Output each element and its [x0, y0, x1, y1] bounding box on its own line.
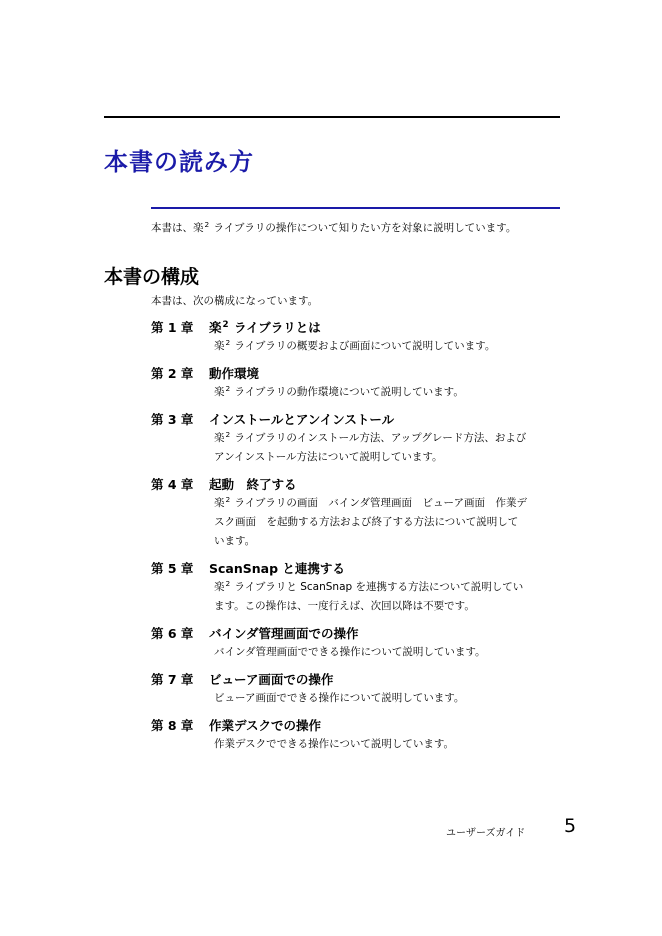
description-line — [214, 448, 563, 467]
chapter-item — [151, 319, 563, 356]
section-intro: 本書は、次の構成になっています。 — [151, 295, 319, 307]
description-line — [214, 494, 563, 513]
chapter-description — [214, 337, 563, 356]
description-text: アンインストール方法について説明しています。 — [214, 451, 443, 463]
chapter-number: 第 2 章 — [151, 366, 194, 381]
chapter-title-suffix: ライブラリとは — [229, 320, 321, 335]
chapter-heading — [151, 560, 563, 578]
description-line — [214, 578, 563, 597]
intro-suffix: ライブラリの操作について知りたい方を対象に説明しています。 — [210, 222, 517, 234]
chapter-title — [209, 411, 394, 429]
chapter-heading — [151, 717, 563, 735]
description-prefix: 楽 — [214, 432, 225, 444]
description-text: スク画面 を起動する方法および終了する方法について説明して — [214, 516, 519, 528]
footer-title: ユーザーズガイド — [446, 828, 526, 839]
chapter-title-text: インストールとアンインストール — [209, 412, 395, 427]
description-superscript: 2 — [225, 383, 231, 393]
chapter-number: 第 6 章 — [151, 626, 194, 641]
chapter-description — [214, 735, 563, 754]
chapter-number: 第 8 章 — [151, 718, 194, 733]
chapter-heading — [151, 365, 563, 383]
description-line — [214, 597, 563, 616]
chapter-title-text: バインダ管理画面での操作 — [209, 626, 359, 641]
chapter-description — [214, 429, 563, 467]
description-prefix: 楽 — [214, 581, 225, 593]
chapter-heading — [151, 476, 563, 494]
description-text: います。 — [214, 535, 256, 547]
chapter-number: 第 7 章 — [151, 672, 194, 687]
chapter-title-prefix: 楽 — [209, 320, 222, 335]
intro-paragraph — [151, 220, 516, 235]
description-superscript: 2 — [225, 337, 231, 347]
chapter-item — [151, 560, 563, 616]
page-number: 5 — [564, 815, 577, 837]
description-suffix: ライブラリの画面 バインダ管理画面 ビューア画面 作業デ — [231, 497, 527, 509]
description-text: ビューア画面でできる操作について説明しています。 — [214, 692, 465, 704]
chapter-title-text: 動作環境 — [209, 366, 260, 381]
chapter-description — [214, 643, 563, 662]
chapter-title-text: ビューア画面での操作 — [209, 672, 334, 687]
description-suffix: ライブラリの概要および画面について説明しています。 — [231, 340, 496, 352]
chapter-title-text: 作業デスクでの操作 — [209, 718, 322, 733]
description-superscript: 2 — [225, 494, 231, 504]
chapter-title — [209, 319, 321, 337]
chapter-description — [214, 578, 563, 616]
description-line — [214, 383, 563, 402]
title-rule — [151, 207, 560, 209]
chapter-title — [209, 560, 345, 578]
description-text: ます。この操作は、一度行えば、次回以降は不要です。 — [214, 600, 475, 612]
chapter-description — [214, 689, 563, 708]
description-prefix: 楽 — [214, 386, 225, 398]
description-text: バインダ管理画面でできる操作について説明しています。 — [214, 646, 486, 658]
description-suffix: ライブラリの動作環境について説明しています。 — [231, 386, 464, 398]
description-line — [214, 513, 563, 532]
chapter-item — [151, 365, 563, 402]
chapter-heading — [151, 319, 563, 337]
top-rule — [104, 116, 560, 118]
chapter-number: 第 1 章 — [151, 320, 194, 335]
chapter-title — [209, 476, 297, 494]
page-title: 本書の読み方 — [104, 148, 254, 176]
description-text: 作業デスクでできる操作について説明しています。 — [214, 738, 455, 750]
description-line — [214, 735, 563, 754]
chapter-title — [209, 625, 359, 643]
description-prefix: 楽 — [214, 497, 225, 509]
chapter-heading — [151, 411, 563, 429]
description-superscript: 2 — [225, 429, 231, 439]
chapter-list — [151, 319, 563, 763]
chapter-item — [151, 411, 563, 467]
chapter-title — [209, 365, 259, 383]
description-prefix: 楽 — [214, 340, 225, 352]
section-heading: 本書の構成 — [104, 266, 200, 288]
description-line — [214, 643, 563, 662]
chapter-item — [151, 671, 563, 708]
chapter-heading — [151, 625, 563, 643]
chapter-title — [209, 717, 321, 735]
intro-superscript: 2 — [204, 219, 210, 229]
chapter-title-text: ScanSnap と連携する — [209, 561, 345, 576]
description-line — [214, 429, 563, 448]
description-suffix: ライブラリのインストール方法、アップグレード方法、および — [231, 432, 527, 444]
chapter-item — [151, 625, 563, 662]
chapter-number: 第 3 章 — [151, 412, 194, 427]
chapter-description — [214, 494, 563, 551]
chapter-description — [214, 383, 563, 402]
chapter-number: 第 4 章 — [151, 477, 194, 492]
description-suffix: ライブラリと ScanSnap を連携する方法について説明してい — [231, 581, 524, 593]
chapter-item — [151, 476, 563, 551]
description-line — [214, 689, 563, 708]
chapter-number: 第 5 章 — [151, 561, 194, 576]
chapter-title-text: 起動 終了する — [209, 477, 297, 492]
chapter-title — [209, 671, 333, 689]
chapter-heading — [151, 671, 563, 689]
chapter-title-superscript: 2 — [222, 320, 229, 331]
description-line — [214, 532, 563, 551]
description-superscript: 2 — [225, 578, 231, 588]
description-line — [214, 337, 563, 356]
intro-prefix: 本書は、楽 — [151, 222, 204, 234]
chapter-item — [151, 717, 563, 754]
